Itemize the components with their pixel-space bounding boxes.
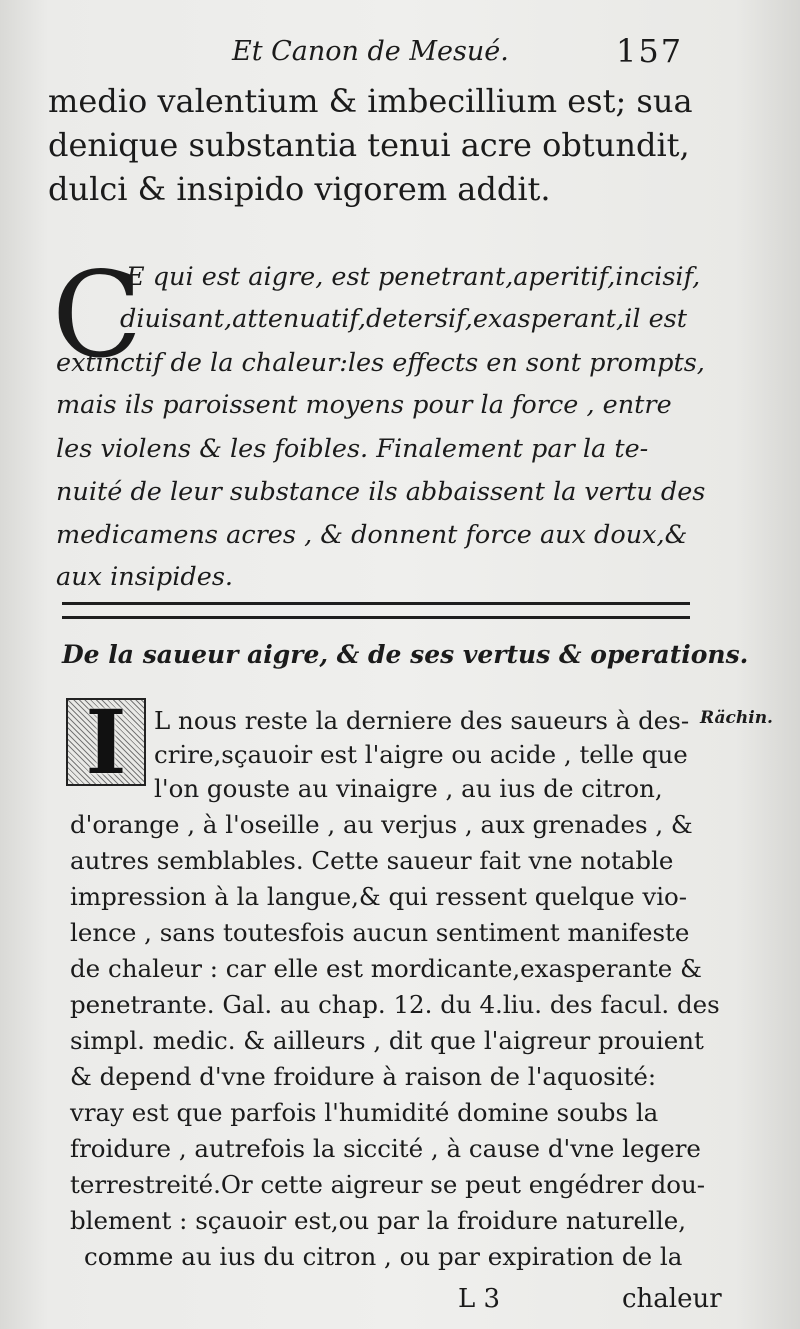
body-line-2: crire,sçauoir est l'aigre ou acide , telle que [154,740,688,769]
french-drop-cap: C [52,246,143,384]
body-line-3: l'on gouste au vinaigre , au ius de citron, [154,774,663,803]
catchword: chaleur [622,1284,722,1314]
body-line-16: comme au ius du citron , ou par expiration de la [84,1242,683,1271]
body-line-13: froidure , autrefois la siccité , à cause d'vne legere [70,1134,701,1163]
french-line-4: mais ils paroissent moyens pour la force , entre [56,390,672,420]
body-line-11: & depend d'vne froidure à raison de l'aquosité: [70,1062,657,1091]
page-number: 157 [616,32,684,70]
section-heading: De la saueur aigre, & de ses vertus & operations. [62,640,749,669]
french-line-6: nuité de leur substance ils abbaissent la vertu des [56,477,706,507]
body-line-4: d'orange , à l'oseille , au verjus , aux grenades , & [70,810,693,839]
body-line-6: impression à la langue,& qui ressent quelque vio- [70,882,688,911]
margin-note: Rächin. [700,708,773,728]
section-rule-bottom [62,616,690,619]
latin-line-2: denique substantia tenui acre obtundit, [48,126,690,164]
running-title: Et Canon de Mesué. [232,36,509,67]
body-line-15: blement : sçauoir est,ou par la froidure naturelle, [70,1206,687,1235]
ornamental-initial [66,690,146,794]
body-line-7: lence , sans toutesfois aucun sentiment manifeste [70,918,690,947]
section-rule-top [62,602,690,605]
body-line-8: de chaleur : car elle est mordicante,exasperante & [70,954,702,983]
body-line-1: L nous reste la derniere des saueurs à des- [154,706,690,735]
latin-line-1: medio valentium & imbecillium est; sua [48,82,693,120]
body-line-5: autres semblables. Cette saueur fait vne notable [70,846,674,875]
french-line-7: medicamens acres , & donnent force aux doux,& [56,520,688,550]
body-line-9: penetrante. Gal. au chap. 12. du 4.liu. des facul. des [70,990,720,1019]
body-line-10: simpl. medic. & ailleurs , dit que l'aigreur prouient [70,1026,704,1055]
french-line-5: les violens & les foibles. Finalement par la te- [56,434,649,464]
french-line-3: extinctif de la chaleur:les effects en sont prompts, [56,348,705,378]
french-line-8: aux insipides. [56,562,234,592]
initial-letter: I [85,690,127,794]
signature-mark: L 3 [458,1284,501,1314]
french-line-2: diuisant,attenuatif,detersif,exasperant,il est [120,304,688,334]
body-line-14: terrestreité.Or cette aigreur se peut engédrer dou- [70,1170,706,1199]
body-line-12: vray est que parfois l'humidité domine soubs la [70,1098,659,1127]
latin-line-3: dulci & insipido vigorem addit. [48,170,551,208]
french-line-1: E qui est aigre, est penetrant,aperitif,incisif, [126,262,701,292]
